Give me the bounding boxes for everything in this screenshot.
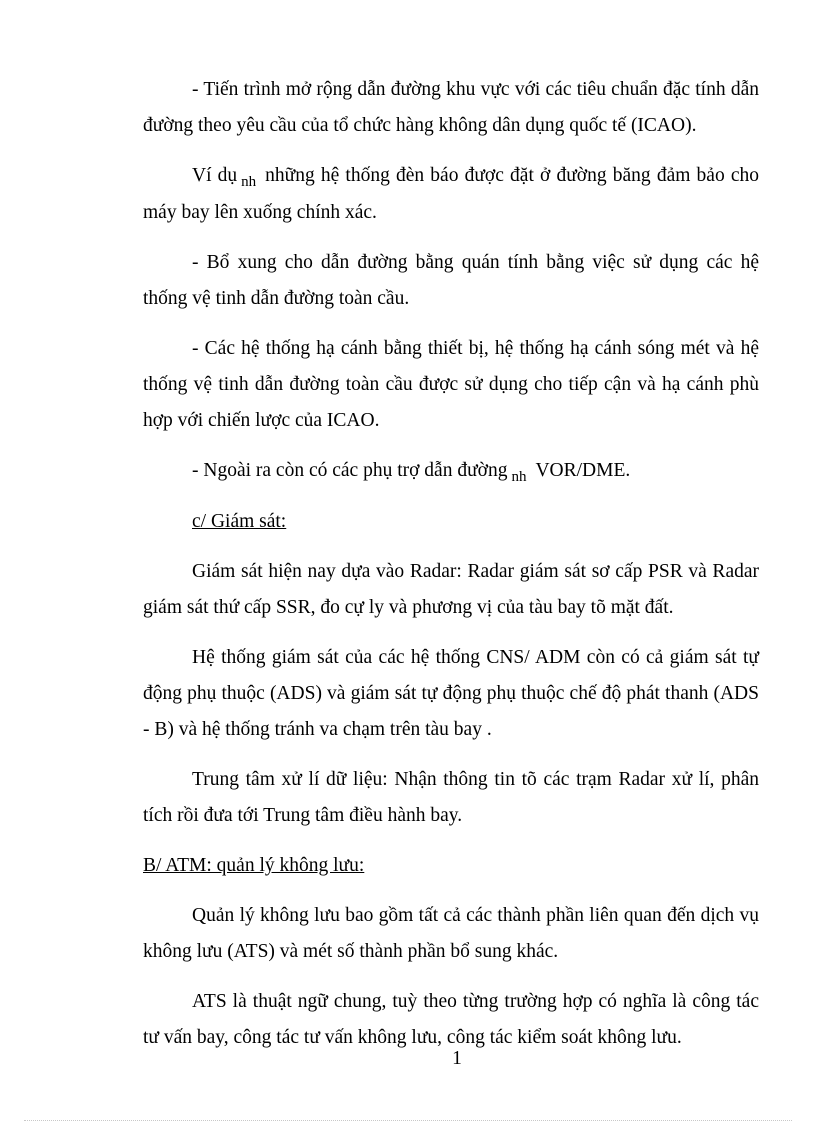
page-number: 1 — [452, 1048, 462, 1069]
paragraph-radar-surveillance: Giám sát hiện nay dựa vào Radar: Radar giám sát sơ cấp PSR và Radar giám sát thứ cấp SSR, đo cự ly và phương vị của tàu bay tõ mặt đất. — [143, 561, 759, 618]
paragraph-vor-dme — [143, 453, 759, 490]
text-run: - Ngoài ra còn có các phụ trợ dẫn đường — [192, 460, 508, 481]
text-run: Ví dụ — [192, 165, 238, 186]
paragraph-ats-definition: ATS là thuật ngữ chung, tuỳ theo từng trường hợp có nghĩa là công tác tư vấn bay, công tác tư vấn không lưu, công tác kiểm soát không lưu. — [143, 991, 759, 1048]
paragraph-navigation-expansion: - Tiến trình mở rộng dẫn đường khu vực với các tiêu chuẩn đặc tính dẫn đường theo yêu cầu của tổ chức hàng không dân dụng quốc tế (ICAO). — [143, 79, 759, 136]
text-run: VOR/DME. — [535, 460, 631, 481]
document-body — [143, 72, 759, 1070]
subscript-text: nh — [241, 174, 257, 190]
paragraph-example-lights — [143, 158, 759, 231]
section-heading-surveillance: c/ Giám sát: — [192, 511, 287, 532]
paragraph-cns-adm-surveillance: Hệ thống giám sát của các hệ thống CNS/ ADM còn có cả giám sát tự động phụ thuộc (ADS) và giám sát tự động phụ thuộc chế độ phát thanh (ADS - B) và hệ thống tránh va chạm trên tàu bay . — [143, 647, 759, 740]
paragraph-landing-systems: - Các hệ thống hạ cánh bằng thiết bị, hệ thống hạ cánh sóng mét và hệ thống vệ tinh dẫn đường toàn cầu được sử dụng cho tiếp cận và hạ cánh phù hợp với chiến lược của ICAO. — [143, 338, 759, 431]
paragraph-air-traffic-management: Quản lý không lưu bao gồm tất cả các thành phần liên quan đến dịch vụ không lưu (ATS) và mét số thành phần bổ sung khác. — [143, 905, 759, 962]
paragraph-inertial-navigation: - Bổ xung cho dẫn đường bằng quán tính bằng việc sử dụng các hệ thống vệ tinh dẫn đường toàn cầu. — [143, 252, 759, 309]
subscript-text: nh — [511, 469, 527, 485]
section-heading-atm: B/ ATM: quản lý không lưu: — [143, 855, 365, 876]
page-bottom-divider — [24, 1120, 792, 1121]
paragraph-data-processing-center: Trung tâm xử lí dữ liệu: Nhận thông tin tõ các trạm Radar xử lí, phân tích rồi đưa tới Trung tâm điều hành bay. — [143, 769, 759, 826]
text-run: những hệ thống đèn báo được đặt ở đường băng đảm bảo cho máy bay lên xuống chính xác. — [143, 165, 759, 223]
